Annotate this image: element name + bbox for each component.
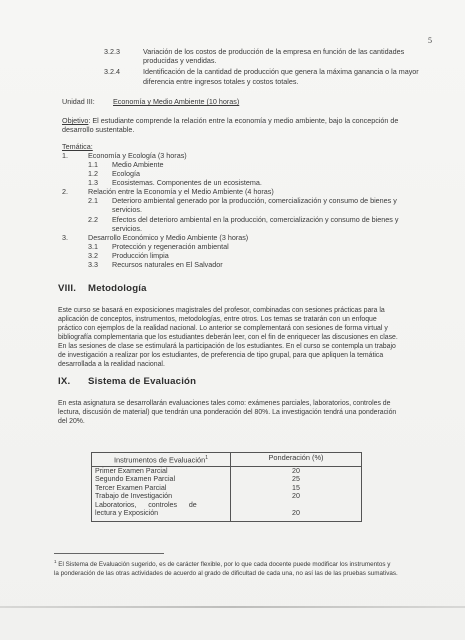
topic-number: 1.: [62, 151, 68, 160]
instrument-line: lectura y Exposición: [95, 508, 159, 517]
objective-line: [62, 116, 398, 125]
subtopic-text: Ecosistemas. Componentes de un ecosistema.: [112, 178, 262, 187]
paragraph-line: de investigación a realizar por los estudiantes, de preferencia de tipo grupal, para que apliquen la temática: [58, 352, 384, 359]
objective-text-line: desarrollo sustentable.: [62, 125, 135, 134]
subtopic-number: 1.3: [88, 178, 98, 187]
subtopic-text: Ecología: [112, 169, 140, 178]
methodology-paragraph: [58, 306, 428, 369]
table-header-weight: Ponderación (%): [231, 453, 362, 467]
subtopic-text: servicios.: [112, 224, 142, 233]
objective-label: Objetivo: [62, 116, 89, 125]
footnote: [54, 557, 424, 578]
table-row: [92, 466, 362, 475]
table-row: [92, 501, 362, 522]
paragraph-line: En esta asignatura se desarrollarán evaluaciones tales como: exámenes parciales, laboratorios, controles de: [58, 400, 391, 407]
table-row: [92, 492, 362, 500]
table-row: [92, 484, 362, 492]
weight-cell: [231, 501, 362, 522]
subtopic-text: Recursos naturales en El Salvador: [112, 260, 223, 269]
paragraph-line: bibliografía complementaria que los estudiantes deberán leer, con el fin de enriquecer las discusiones en clase.: [58, 334, 398, 341]
subtopic-text: Protección y regeneración ambiental: [112, 242, 229, 251]
subtopic-number: 1.2: [88, 169, 98, 178]
instrument-cell: Trabajo de Investigación: [92, 492, 231, 500]
paragraph-line: del 20%.: [58, 418, 85, 425]
scan-edge: [0, 606, 465, 608]
weight-cell: 20: [231, 466, 362, 475]
weight-cell: 15: [231, 484, 362, 492]
unit-title: Economía y Medio Ambiente (10 horas): [113, 97, 240, 106]
subtopic-number: 3.1: [88, 242, 98, 251]
section-title: Sistema de Evaluación: [88, 376, 197, 387]
topic-title: Economía y Ecología (3 horas): [88, 151, 187, 160]
item-number: 3.2.4: [104, 67, 120, 76]
instrument-cell: Tercer Examen Parcial: [92, 484, 231, 492]
topic-number: 3.: [62, 233, 68, 242]
subtopic-text: Efectos del deterioro ambiental en la producción, comercialización y consumo de bienes y: [112, 215, 399, 224]
unit-label: Unidad III:: [62, 97, 95, 106]
item-number: 3.2.3: [104, 47, 120, 56]
instrument-cell: Segundo Examen Parcial: [92, 475, 231, 483]
page-number: 5: [428, 36, 432, 45]
paragraph-line: Este curso se basará en exposiciones magistrales del profesor, combinadas con sesiones prácticas para la: [58, 307, 385, 314]
subtopic-number: 3.2: [88, 251, 98, 260]
instrument-cell: [92, 501, 231, 522]
weight-cell: 20: [231, 492, 362, 500]
table-header-instruments: [92, 453, 231, 467]
item-text-line: diferencia entre ingresos totales y costos totales.: [143, 77, 299, 86]
table-row: [92, 475, 362, 483]
subtopic-text: Medio Ambiente: [112, 160, 164, 169]
subtopic-number: 3.3: [88, 260, 98, 269]
subtopic-number: 1.1: [88, 160, 98, 169]
section-number: VIII.: [58, 283, 77, 294]
footnote-text: El Sistema de Evaluación sugerido, es de carácter flexible, por lo que cada docente puede modificar los instrumentos y: [56, 561, 391, 569]
item-text-line: producidas y vendidas.: [143, 56, 217, 65]
evaluation-table: [91, 452, 362, 522]
item-text-line: Variación de los costos de producción de la empresa en función de las cantidades: [143, 47, 405, 56]
objective-text: : El estudiante comprende la relación entre la economía y medio ambiente, bajo la concepción de: [88, 116, 399, 125]
tematica-label: Temática:: [62, 142, 93, 151]
weight-cell: 25: [231, 475, 362, 483]
subtopic-number: 2.1: [88, 196, 98, 205]
topic-title: Relación entre la Economía y el Medio Ambiente (4 horas): [88, 187, 274, 196]
subtopic-text: Producción limpia: [112, 251, 169, 260]
footnote-marker: 1: [54, 559, 57, 564]
footnote-line: la ponderación de las otras actividades de acuerdo al grado de dificultad de cada una, no así las de las pruebas sumativas.: [54, 570, 398, 578]
section-number: IX.: [58, 376, 71, 387]
weight-value: 20: [292, 508, 300, 517]
evaluation-paragraph: [58, 399, 428, 426]
subtopic-number: 2.2: [88, 215, 98, 224]
subtopic-text: Deterioro ambiental generado por la producción, comercialización y consumo de bienes y: [112, 196, 397, 205]
footnote-line: [54, 557, 424, 569]
header-text: Instrumentos de Evaluación: [114, 455, 206, 465]
item-text-line: Identificación de la cantidad de producción que genera la máxima ganancia o la mayor: [143, 67, 419, 76]
paragraph-line: aplicación de conceptos, instrumentos, metodologías, entre otros. Los temas se tratarán con un enfoque: [58, 316, 377, 323]
instrument-cell: Primer Examen Parcial: [92, 466, 231, 475]
paragraph-line: desarrollada a la realidad nacional.: [58, 361, 165, 368]
footnote-ref: 1: [205, 455, 208, 461]
subtopic-text: servicios.: [112, 205, 142, 214]
paragraph-line: lectura, discusión de material) que tendrán una ponderación del 80%. La investigación tendrá una ponderación: [58, 409, 397, 416]
footnote-separator: [54, 553, 164, 554]
paragraph-line: práctico con ejemplos de la realidad nacional. Lo anterior se complementará con sesiones de forma virtual y: [58, 325, 388, 332]
instrument-line: Laboratorios, controles de: [95, 500, 197, 509]
topic-title: Desarrollo Económico y Medio Ambiente (3 horas): [88, 233, 249, 242]
topic-number: 2.: [62, 187, 68, 196]
paragraph-line: En las sesiones de clase se estimulará la participación de los estudiantes. En el curso se contempla un trabajo: [58, 343, 396, 350]
section-title: Metodología: [88, 283, 147, 294]
